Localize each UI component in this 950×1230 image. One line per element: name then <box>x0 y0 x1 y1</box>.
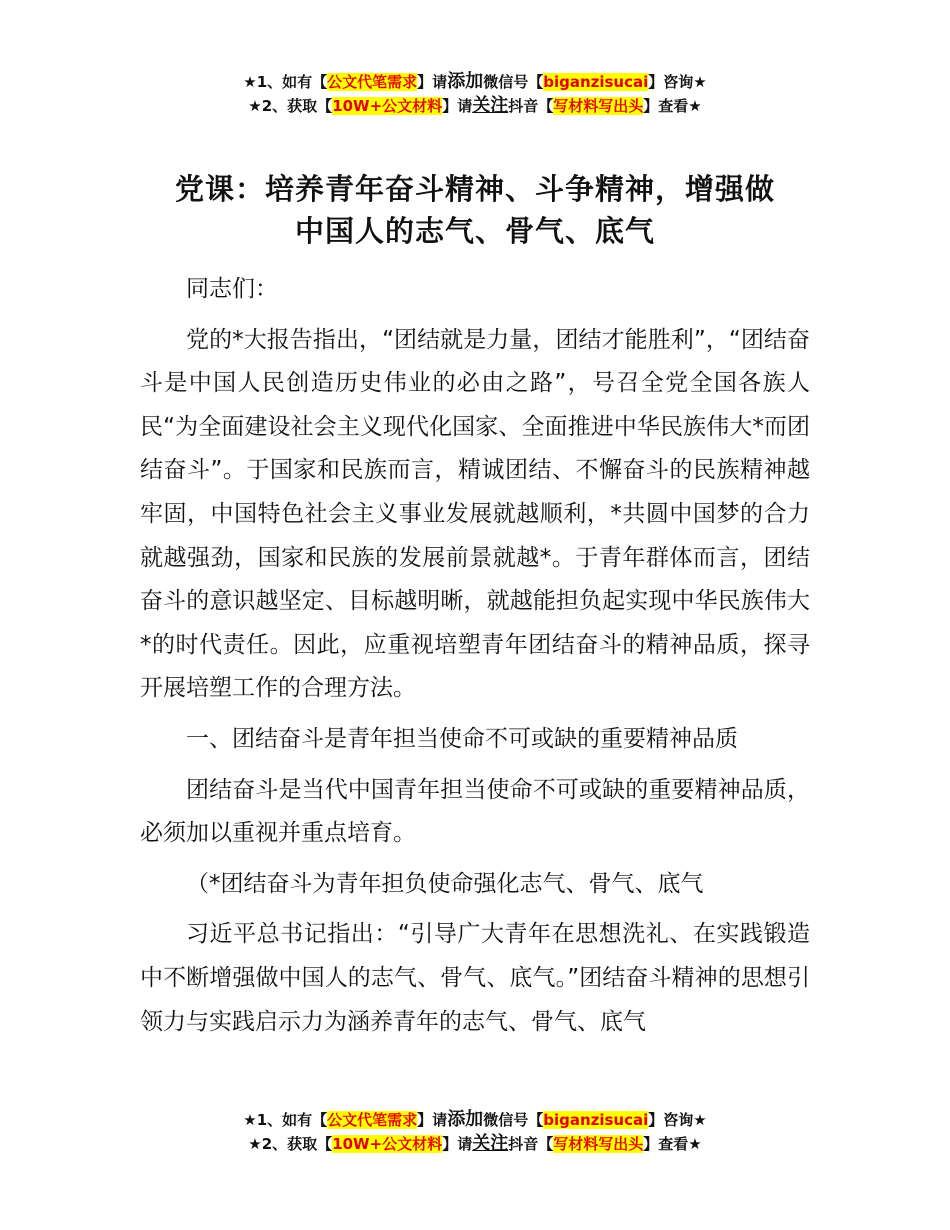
title-line-2: 中国人的志气、骨气、底气 <box>294 214 655 248</box>
banner-highlight: 10W+公文材料 <box>332 1135 443 1153</box>
banner-douyin-id: 写材料写出头 <box>553 97 644 115</box>
banner-wechat-id: biganzisucai <box>543 73 649 91</box>
banner-emphasis: 添加 <box>447 71 484 92</box>
title-line-1: 党课：培养青年奋斗精神、斗争精神，增强做 <box>174 172 775 206</box>
banner-emphasis: 关注 <box>472 1133 509 1154</box>
banner-line-2 <box>0 94 950 118</box>
body-paragraph: 习近平总书记指出：“引导广大青年在思想洗礼、在实践锻造中不断增强做中国人的志气、骨气、底气。”团结奋斗精神的思想引领力与实践启示力为涵养青年的志气、骨气、底气 <box>140 921 810 1035</box>
banner-text: 抖音【 <box>508 97 554 115</box>
banner-line-2 <box>0 1132 950 1156</box>
subsection-heading: （*团结奋斗为青年担负使命强化志气、骨气、底气 <box>186 870 704 897</box>
banner-text: 微信号【 <box>483 73 544 91</box>
banner-text: 】请 <box>442 1135 473 1153</box>
banner-douyin-id: 写材料写出头 <box>553 1135 644 1153</box>
banner-line-1 <box>0 1108 950 1132</box>
banner-text: 抖音【 <box>508 1135 554 1153</box>
banner-text: ★1、如有【 <box>243 73 328 91</box>
banner-text: 微信号【 <box>483 1111 544 1129</box>
banner-emphasis: 关注 <box>472 95 509 116</box>
header-banner <box>0 70 950 118</box>
banner-emphasis: 添加 <box>447 1109 484 1130</box>
document-title <box>140 168 810 252</box>
section-heading: 一、团结奋斗是青年担当使命不可或缺的重要精神品质 <box>186 725 738 752</box>
document-body <box>140 268 810 1044</box>
banner-text: 】咨询★ <box>648 1111 707 1129</box>
banner-text: ★2、获取【 <box>248 97 333 115</box>
banner-highlight: 公文代笔需求 <box>327 73 418 91</box>
banner-wechat-id: biganzisucai <box>543 1111 649 1129</box>
banner-text: ★2、获取【 <box>248 1135 333 1153</box>
banner-text: 】请 <box>442 97 473 115</box>
banner-text: ★1、如有【 <box>243 1111 328 1129</box>
banner-text: 】请 <box>417 73 448 91</box>
banner-highlight: 公文代笔需求 <box>327 1111 418 1129</box>
banner-text: 】咨询★ <box>648 73 707 91</box>
body-paragraph: 团结奋斗是当代中国青年担当使命不可或缺的重要精神品质，必须加以重视并重点培育。 <box>140 776 810 847</box>
banner-highlight: 10W+公文材料 <box>332 97 443 115</box>
banner-text: 】请 <box>417 1111 448 1129</box>
footer-banner <box>0 1108 950 1156</box>
body-paragraph: 党的*大报告指出，“团结就是力量，团结才能胜利”，“团结奋斗是中国人民创造历史伟业的必由之路”，号召全党全国各族人民“为全面建设社会主义现代化国家、全面推进中华民族伟大*而团结奋斗”。于国家和民族而言，精诚团结、不懈奋斗的民族精神越牢固，中国特色社会主义事业发展就越顺利，*共圆中国梦的合力就越强劲，国家和民族的发展前景就越*。于青年群体而言，团结奋斗的意识越坚定、目标越明晰，就越能担负起实现中华民族伟大*的时代责任。因此，应重视培塑青年团结奋斗的精神品质，探寻开展培塑工作的合理方法。 <box>140 326 810 702</box>
banner-text: 】查看★ <box>643 1135 702 1153</box>
salutation: 同志们： <box>186 276 278 302</box>
banner-line-1 <box>0 70 950 94</box>
banner-text: 】查看★ <box>643 97 702 115</box>
